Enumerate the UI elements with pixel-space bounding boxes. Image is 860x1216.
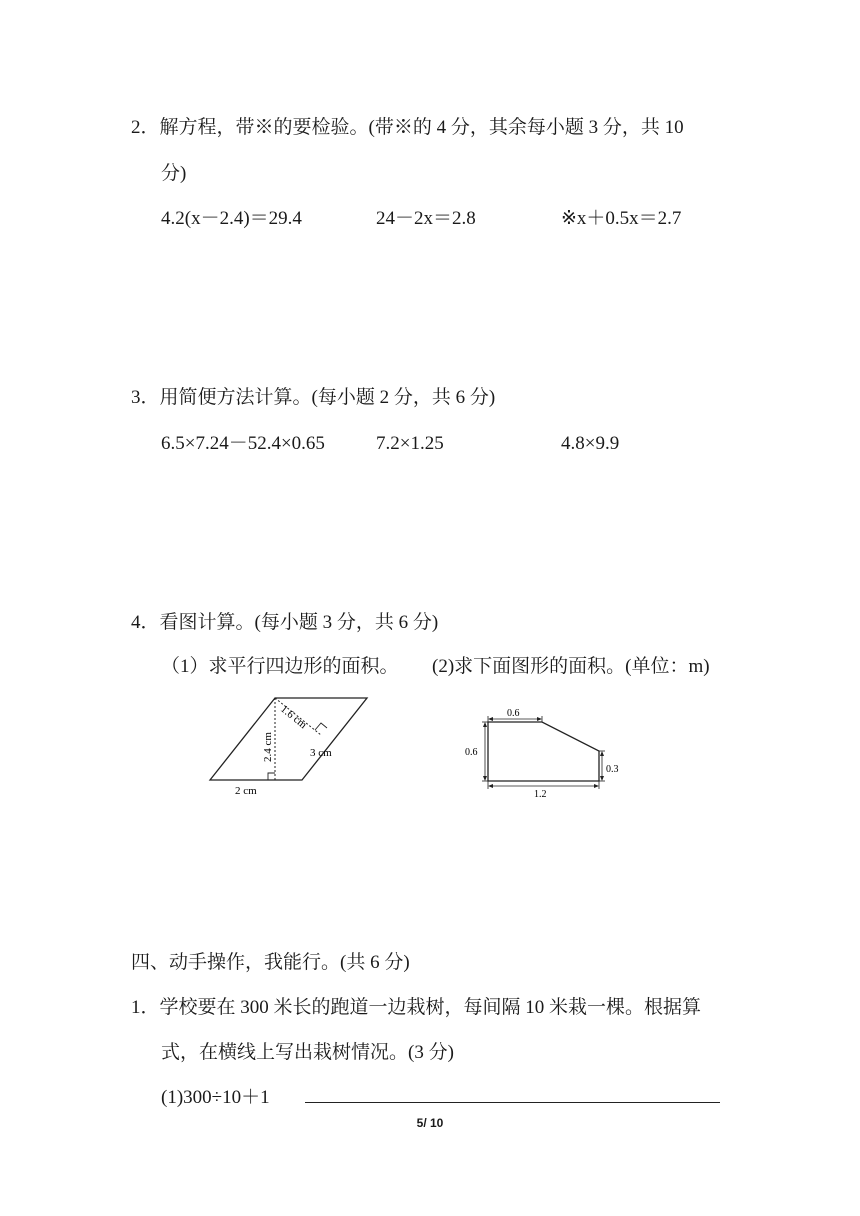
q4-subquestion-2: (2)求下面图形的面积。(单位：m) [432,656,710,677]
q3-expression-3: 4.8×9.9 [561,433,620,454]
section4-title: 四、动手操作，我能行。(共 6 分) [131,952,410,973]
q2-equation-3: ※x＋0.5x＝2.7 [561,208,682,229]
section4-q1-line1: 1．学校要在 300 米长的跑道一边栽树，每间隔 10 米栽一棵。根据算 [131,997,702,1018]
parallelogram-figure [200,690,380,802]
q3-expression-1: 6.5×7.24－52.4×0.65 [161,433,325,454]
q2-equation-2: 24－2x＝2.8 [376,208,476,229]
section4-q1-line2: 式，在横线上写出栽树情况。(3 分) [161,1042,454,1063]
top-dimension-label: 0.6 [507,708,520,719]
q2-title-line1: 2．解方程，带※的要检验。(带※的 4 分，其余每小题 3 分，共 10 [131,117,684,138]
right-dimension-label: 0.3 [606,764,619,775]
composite-shape [488,722,599,781]
section4-q1-item1: (1)300÷10＋1 [161,1087,270,1108]
q3-expression-2: 7.2×1.25 [376,433,444,454]
bottom-dimension-label: 1.2 [534,789,547,800]
q2-equation-1: 4.2(x－2.4)＝29.4 [161,208,302,229]
page-number: 5/ 10 [416,1116,444,1130]
base-label: 2 cm [235,785,257,797]
height-label: 2.4 cm [262,732,274,762]
right-angle-mark-bottom [268,773,275,780]
q4-subquestion-1: （1）求平行四边形的面积。 [161,656,399,677]
composite-shape-figure [460,702,630,802]
side-label: 3 cm [310,747,332,759]
answer-blank-line[interactable] [305,1102,720,1103]
q2-title-line2: 分) [161,163,187,184]
altitude-label: 1.6 cm [278,703,309,732]
q3-title: 3．用简便方法计算。(每小题 2 分，共 6 分) [131,387,496,408]
q4-title: 4．看图计算。(每小题 3 分，共 6 分) [131,612,439,633]
right-angle-mark-side [315,723,327,730]
left-dimension-label: 0.6 [465,747,478,758]
